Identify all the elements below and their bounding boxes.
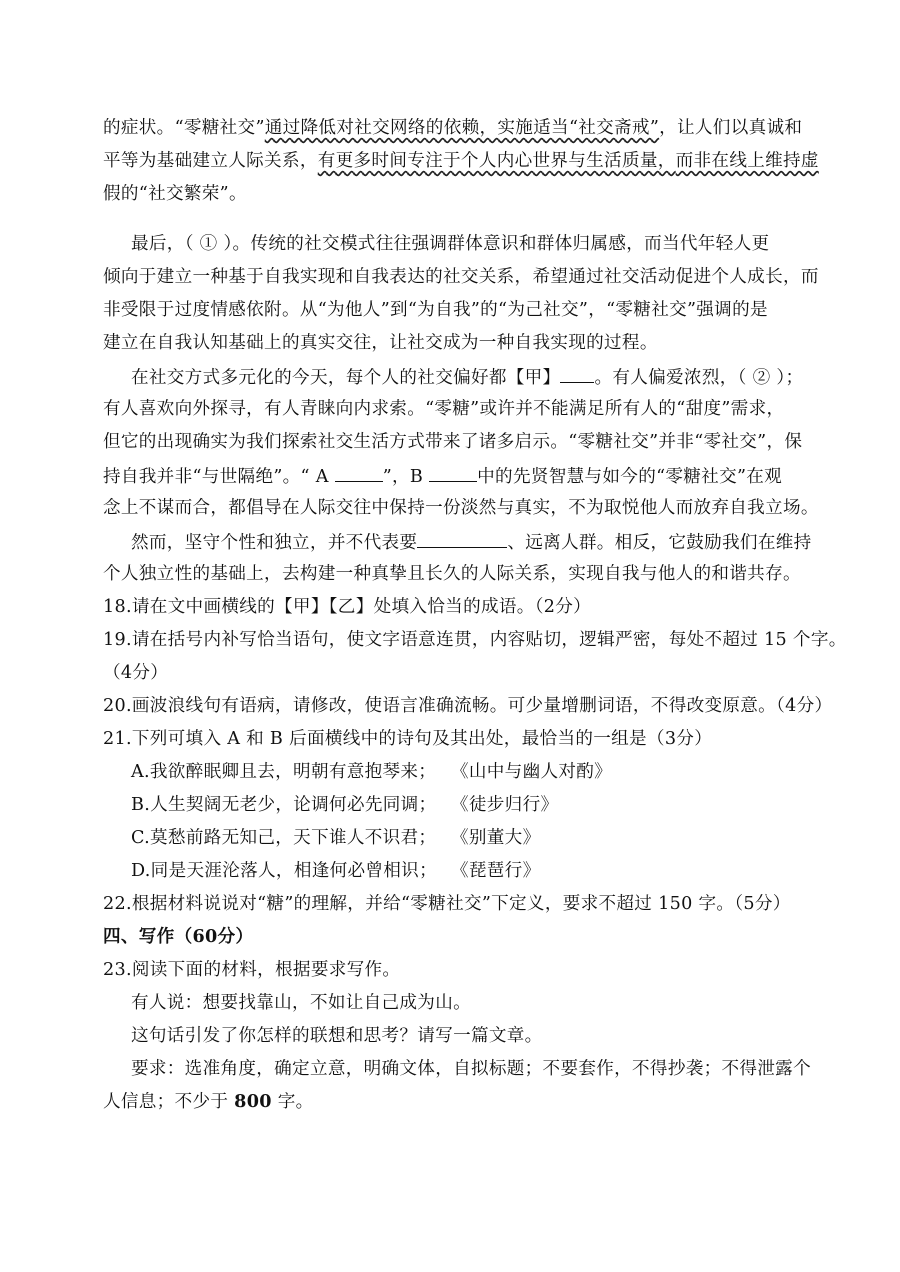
passage-line: [131, 529, 812, 555]
passage-text: 在社交方式多元化的今天，每个人的社交偏好都【甲】: [131, 368, 561, 388]
passage-line: 但它的出现确实为我们探索社交生活方式带来了诸多启示。“零糖社交”并非“零社交”，保: [103, 432, 803, 452]
writing-requirements-cont: [103, 1090, 313, 1114]
blank-yi: [417, 529, 507, 548]
passage-text: 中的先贤智慧与如今的“零糖社交”在观: [477, 467, 783, 487]
blank-a: [335, 463, 383, 482]
option-source: 《山中与幽人对酌》: [451, 762, 613, 782]
passage-text: ”，B: [382, 467, 424, 487]
option-text: B.人生契阔无老少，论调何必先同调；: [131, 795, 437, 815]
option-text: A.我欲醉眠卿且去，明朝有意抱琴来；: [131, 762, 437, 782]
writing-requirements: 要求：选准角度，确定立意，明确文体，自拟标题；不要套作，不得抄袭；不得泄露个: [131, 1059, 811, 1079]
option-text: D.同是天涯沦落人，相逢何必曾相识；: [131, 861, 437, 881]
passage-line: 念上不谋而合，都倡导在人际交往中保持一份淡然与真实，不为取悦他人而放弃自我立场。: [103, 498, 819, 518]
question-22: 22.根据材料说说对“糖”的理解，并给“零糖社交”下定义，要求不超过 150 字。（5分）: [103, 894, 791, 914]
option-b: [131, 793, 559, 817]
option-a: [131, 760, 613, 784]
question-19: 19.请在括号内补写恰当语句，使文字语意连贯，内容贴切，逻辑严密，每处不超过 15 个字。: [103, 630, 847, 650]
word-count: 800: [234, 1091, 272, 1112]
blank-b: [429, 463, 477, 482]
option-source: 《徒步归行》: [451, 795, 559, 815]
passage-text: 、远离人群。相反，它鼓励我们在维持: [507, 533, 812, 553]
writing-prompt: 这句话引发了你怎样的联想和思考？请写一篇文章。: [131, 1026, 543, 1046]
passage-line: 有人喜欢向外探寻，有人青睐向内求索。“零糖”或许并不能满足所有人的“甜度”需求，: [103, 399, 785, 419]
question-19-score: （4分）: [103, 663, 169, 683]
req-text: 字。: [271, 1092, 314, 1112]
section-heading: 四、写作（60分）: [103, 926, 254, 947]
passage-line: [103, 463, 782, 489]
option-text: C.莫愁前路无知己，天下谁人不识君；: [131, 828, 437, 848]
wavy-sentence: 而非在线上维持虚: [675, 151, 819, 171]
writing-material: 有人说：想要找靠山，不如让自己成为山。: [131, 993, 471, 1013]
wavy-sentence: 通过降低对社交网络的依赖，实施适当“社交斋戒”: [264, 118, 660, 138]
passage-line: 非受限于过度情感依附。从“为他人”到“为自我”的“为己社交”，“零糖社交”强调的是: [103, 300, 768, 320]
option-source: 《别董大》: [451, 828, 541, 848]
question-23: 23.阅读下面的材料，根据要求写作。: [103, 960, 401, 980]
passage-text: 平等为基础建立人际关系: [103, 151, 300, 171]
wavy-sentence: 有更多时间专注于个人内心世界与生活质量，: [317, 151, 676, 171]
passage-text: ，让人们以真诚和: [659, 118, 803, 138]
passage-text: 然而，坚守个性和独立，并不代表要: [131, 533, 418, 553]
passage-line: 个人独立性的基础上，去构建一种真挚且长久的人际关系，实现自我与他人的和谐共存。: [103, 564, 801, 584]
option-source: 《琵琶行》: [451, 861, 541, 881]
passage-text: 。有人偏爱浓烈，（ ② ）；: [594, 368, 804, 388]
passage-line: [103, 116, 802, 140]
passage-line: [103, 149, 819, 173]
blank-jia: [560, 364, 594, 383]
passage-line: 建立在自我认知基础上的真实交往，让社交成为一种自我实现的过程。: [103, 333, 658, 353]
req-text: 人信息；不少于: [103, 1092, 235, 1112]
passage-text: 持自我并非“与世隔绝”。“ A: [103, 467, 329, 487]
passage-line: 最后，（ ① ）。传统的社交模式往往强调群体意识和群体归属感，而当代年轻人更: [131, 234, 770, 254]
passage-line: 倾向于建立一种基于自我实现和自我表达的社交关系，希望通过社交活动促进个人成长，而: [103, 267, 819, 287]
passage-line: 假的“社交繁荣”。: [103, 184, 247, 204]
passage-line: [131, 364, 803, 390]
option-c: [131, 826, 541, 850]
question-21: 21.下列可填入 A 和 B 后面横线中的诗句及其出处，最恰当的一组是（3分）: [103, 729, 713, 749]
option-d: [131, 859, 541, 883]
question-20: 20.画波浪线句有语病，请修改，使语言准确流畅。可少量增删词语，不得改变原意。（4分）: [103, 696, 833, 716]
passage-text: 的症状。“零糖社交”: [103, 118, 265, 138]
question-18: 18.请在文中画横线的【甲】【乙】处填入恰当的成语。（2分）: [103, 597, 592, 617]
passage-text: ，: [299, 151, 318, 171]
